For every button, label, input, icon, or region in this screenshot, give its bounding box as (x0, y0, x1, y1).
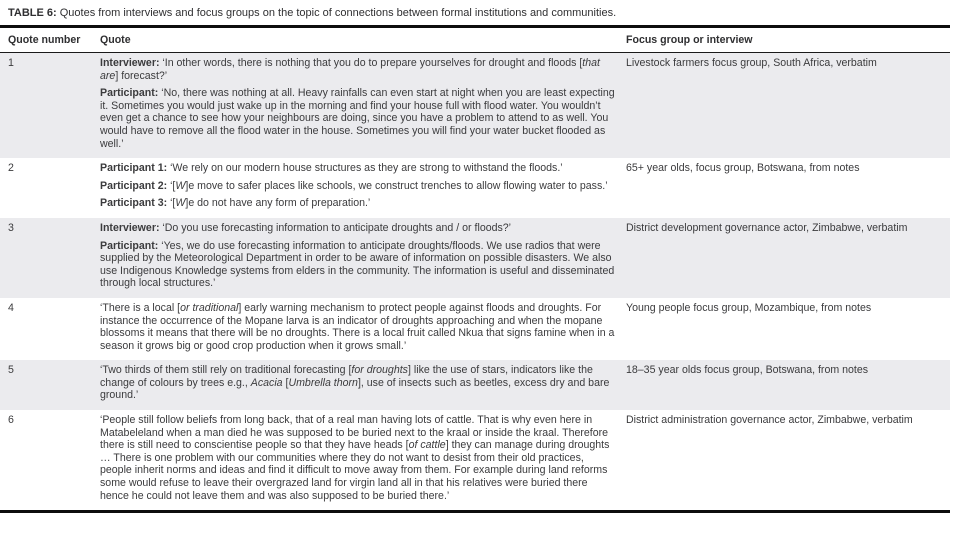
table-row (0, 218, 950, 298)
quote-cell (100, 222, 626, 290)
quote-number-cell: 5 (8, 364, 14, 377)
source-cell: 18–35 year olds focus group, Botswana, from notes (626, 364, 869, 377)
quote-paragraph: Participant: ‘No, there was nothing at all. Heavy rainfalls can even start at night when you are least expecting it. Sometimes you would just wake up in the morning and find your house full with flood water. You wouldn’t even get a chance to see how your neighbours are doing, since you have a problem to attend to as well. You would have to remove all the flood water in the house. Sometimes you will find your water bucket flooded as well.’ (100, 87, 615, 150)
quote-paragraph: Interviewer: ‘Do you use forecasting information to anticipate droughts and / or floods?’ (100, 221, 512, 234)
table-body (0, 53, 950, 510)
quote-number-cell: 3 (8, 221, 14, 234)
table-title (0, 5, 950, 25)
table-row (0, 410, 950, 510)
table-row (0, 298, 950, 360)
bottom-rule (0, 510, 950, 513)
column-header-source: Focus group or interview (626, 34, 753, 46)
quote-cell (100, 364, 626, 402)
source-cell: 65+ year olds, focus group, Botswana, from notes (626, 162, 860, 175)
table-title-text: Quotes from interviews and focus groups on the topic of connections between formal institutions and communities. (56, 7, 617, 19)
quote-paragraph: ‘There is a local [or traditional] early warning mechanism to protect people against floods and droughts. For instance the occurrence of the Mopane larva is an indicator of droughts approaching and when the mopane blossoms it means that there will be no droughts. There is a local fruit called Nkua that signs famine when in a season it grows big or good crop production when it grows small.’ (100, 301, 615, 352)
column-header-quote: Quote (100, 34, 131, 46)
quote-cell (100, 414, 626, 502)
table-header-row (0, 28, 950, 52)
column-header-quote-number: Quote number (8, 34, 81, 46)
quote-paragraph: ‘Two thirds of them still rely on traditional forecasting [for droughts] like the use of stars, indicators like the change of colours by trees e.g., Acacia [Umbrella thorn], use of insects such as beetles, excess dry and bare ground.’ (100, 364, 610, 402)
quote-paragraph: Participant 2: ‘[W]e move to safer places like schools, we construct trenches to allow flowing water to pass.’ (100, 179, 608, 192)
source-cell: District administration governance actor, Zimbabwe, verbatim (626, 414, 913, 427)
quote-cell (100, 162, 626, 210)
table-row (0, 360, 950, 410)
source-cell: Young people focus group, Mozambique, from notes (626, 301, 872, 314)
quote-cell (100, 57, 626, 150)
quote-paragraph: Participant 3: ‘[W]e do not have any form of preparation.’ (100, 197, 371, 210)
source-cell: District development governance actor, Zimbabwe, verbatim (626, 221, 908, 234)
quote-paragraph: Interviewer: ‘In other words, there is nothing that you do to prepare yourselves for drought and floods [that are] forecast?’ (100, 57, 600, 82)
table-title-label: TABLE 6: (8, 7, 57, 19)
quote-paragraph: ‘People still follow beliefs from long back, that of a real man having lots of cattle. That is why even here in Matabeleland when a man died he was supposed to be buried next to the kraal or inside the kraal. Therefore there is still need to conscientise people so that they have heads [of cattle] they can manage during droughts … There is one problem with our communities where they do not want to desist from their old practices, people inherit norms and ideas and find it difficult to move away from them. For example during land reforms some would refuse to leave their overgrazed land for virgin land all in that his relatives were buried there hence he could not leave them and was also supposed to be buried there.’ (100, 414, 610, 502)
quote-number-cell: 4 (8, 301, 14, 314)
source-cell: Livestock farmers focus group, South Africa, verbatim (626, 57, 877, 69)
quote-paragraph: Participant: ‘Yes, we do use forecasting information to anticipate droughts/floods. We use radios that were supplied by the Meteorological Department in order to be aware of information on possible disasters. We also use Indigenous Knowledge systems from elders in the community. The information is useful and disseminated through local structures.’ (100, 239, 615, 290)
table-row (0, 53, 950, 158)
table-row (0, 158, 950, 218)
quote-paragraph: Participant 1: ‘We rely on our modern house structures as they are strong to withstand the floods.’ (100, 162, 563, 175)
quote-number-cell: 6 (8, 414, 14, 427)
quotes-table (0, 5, 950, 513)
quote-number-cell: 2 (8, 162, 14, 175)
quote-cell (100, 302, 626, 352)
quote-number-cell: 1 (8, 57, 14, 69)
